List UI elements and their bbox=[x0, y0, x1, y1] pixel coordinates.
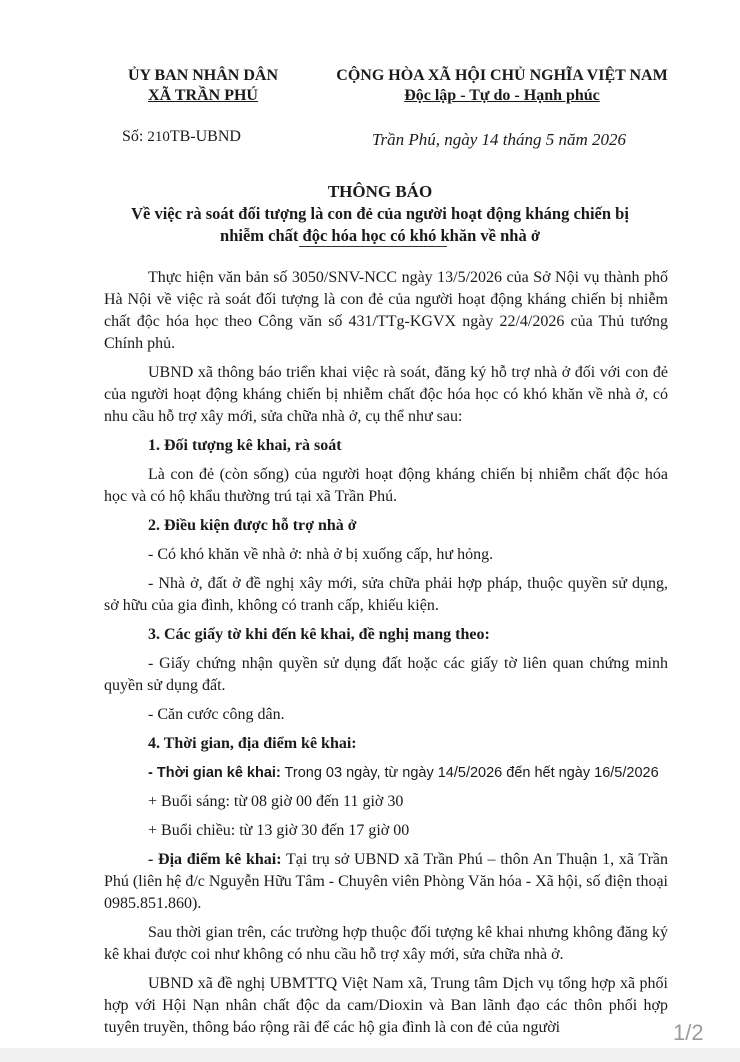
docno-suffix: TB-UBND bbox=[169, 128, 241, 145]
paragraph: Thực hiện văn bản số 3050/SNV-NCC ngày 13/5/2026 của Sở Nội vụ thành phố Hà Nội về việc rà soát đối tượng là con đẻ của người hoạt động kháng chiến bị nhiễm chất độc hóa học theo Công văn số 431/TTg-KGVX ngày 22/4/2026 của Thủ tướng Chính phủ. bbox=[104, 269, 668, 352]
paragraph: Là con đẻ (còn sống) của người hoạt động kháng chiến bị nhiễm chất độc hóa học và có hộ khẩu thường trú tại xã Trần Phú. bbox=[104, 466, 668, 505]
time-text: Trong 03 ngày, từ ngày 14/5/2026 đến hết ngày 16/5/2026 bbox=[280, 765, 659, 781]
paragraph: - Nhà ở, đất ở đề nghị xây mới, sửa chữa phải hợp pháp, thuộc quyền sử dụng, sở hữu của gia đình, không có tranh cấp, khiếu kiện. bbox=[104, 575, 668, 614]
paragraph: Sau thời gian trên, các trường hợp thuộc đối tượng kê khai nhưng không đăng ký kê khai được coi như không có nhu cầu hỗ trợ xây mới, sửa chữa nhà ở. bbox=[104, 924, 668, 963]
page-indicator: 1/2 bbox=[673, 1020, 704, 1045]
section-heading: 4. Thời gian, địa điểm kê khai: bbox=[148, 735, 357, 752]
issuing-agency bbox=[108, 66, 298, 106]
document-number bbox=[122, 128, 241, 146]
bottom-bar bbox=[0, 1048, 740, 1062]
paragraph bbox=[104, 762, 668, 784]
document-subtitle bbox=[70, 203, 690, 247]
docno-prefix: Số: bbox=[122, 128, 148, 145]
section-heading: 1. Đối tượng kê khai, rà soát bbox=[148, 437, 342, 454]
paragraph: - Căn cước công dân. bbox=[148, 706, 285, 723]
document-title: THÔNG BÁO bbox=[327, 182, 433, 201]
section-heading: 2. Điều kiện được hỗ trợ nhà ở bbox=[148, 517, 357, 534]
title-underline bbox=[299, 246, 447, 247]
paragraph: + Buổi sáng: từ 08 giờ 00 đến 11 giờ 30 bbox=[148, 793, 404, 810]
motto: Độc lập - Tự do - Hạnh phúc bbox=[404, 87, 600, 104]
subtitle-line2: nhiễm chất độc hóa học có khó khăn về nhà ở bbox=[220, 226, 540, 245]
subtitle-line1: Về việc rà soát đối tượng là con đẻ của người hoạt động kháng chiến bị bbox=[131, 204, 629, 223]
paragraph: UBND xã thông báo triển khai việc rà soát, đăng ký hỗ trợ nhà ở đối với con đẻ của người hoạt động kháng chiến bị nhiễm chất độc hóa học có khó khăn về nhà ở, có nhu cầu hỗ trợ xây mới, sửa chữa nhà ở, cụ thể như sau: bbox=[104, 364, 668, 425]
paragraph: UBND xã đề nghị UBMTTQ Việt Nam xã, Trung tâm Dịch vụ tổng hợp xã phối hợp với Hội Nạn nhân chất độc da cam/Dioxin và Ban lãnh đạo các thôn phối hợp tuyên truyền, thông báo rộng rãi để các hộ gia đình là con đẻ của người bbox=[104, 975, 668, 1036]
paragraph: + Buổi chiều: từ 13 giờ 30 đến 17 giờ 00 bbox=[148, 822, 410, 839]
section-heading: 3. Các giấy tờ khi đến kê khai, đề nghị mang theo: bbox=[148, 626, 490, 643]
location-text: Tại trụ sở UBND xã Trần Phú – thôn An Thuận 1, xã Trần Phú (liên hệ đ/c Nguyễn Hữu Tâm - Chuyên viên Phòng Văn hóa - Xã hội, số điện thoại 0985.851.860). bbox=[104, 851, 668, 912]
docno-number: 210 bbox=[147, 129, 170, 145]
time-label: - Thời gian kê khai: bbox=[148, 765, 281, 781]
agency-line1: ỦY BAN NHÂN DÂN bbox=[127, 67, 279, 84]
date-place: Trần Phú, ngày 14 tháng 5 năm 2026 bbox=[372, 130, 627, 149]
agency-line2: XÃ TRẦN PHÚ bbox=[148, 87, 258, 104]
paragraph: - Giấy chứng nhận quyền sử dụng đất hoặc các giấy tờ liên quan chứng minh quyền sử dụng đất. bbox=[104, 655, 668, 694]
national-motto bbox=[322, 66, 682, 106]
paragraph: - Có khó khăn về nhà ở: nhà ở bị xuống cấp, hư hỏng. bbox=[148, 546, 494, 563]
country-name: CỘNG HÒA XÃ HỘI CHỦ NGHĨA VIỆT NAM bbox=[336, 67, 668, 84]
document-body bbox=[104, 267, 668, 1046]
location-label: - Địa điểm kê khai: bbox=[148, 851, 282, 868]
paragraph bbox=[104, 849, 668, 915]
